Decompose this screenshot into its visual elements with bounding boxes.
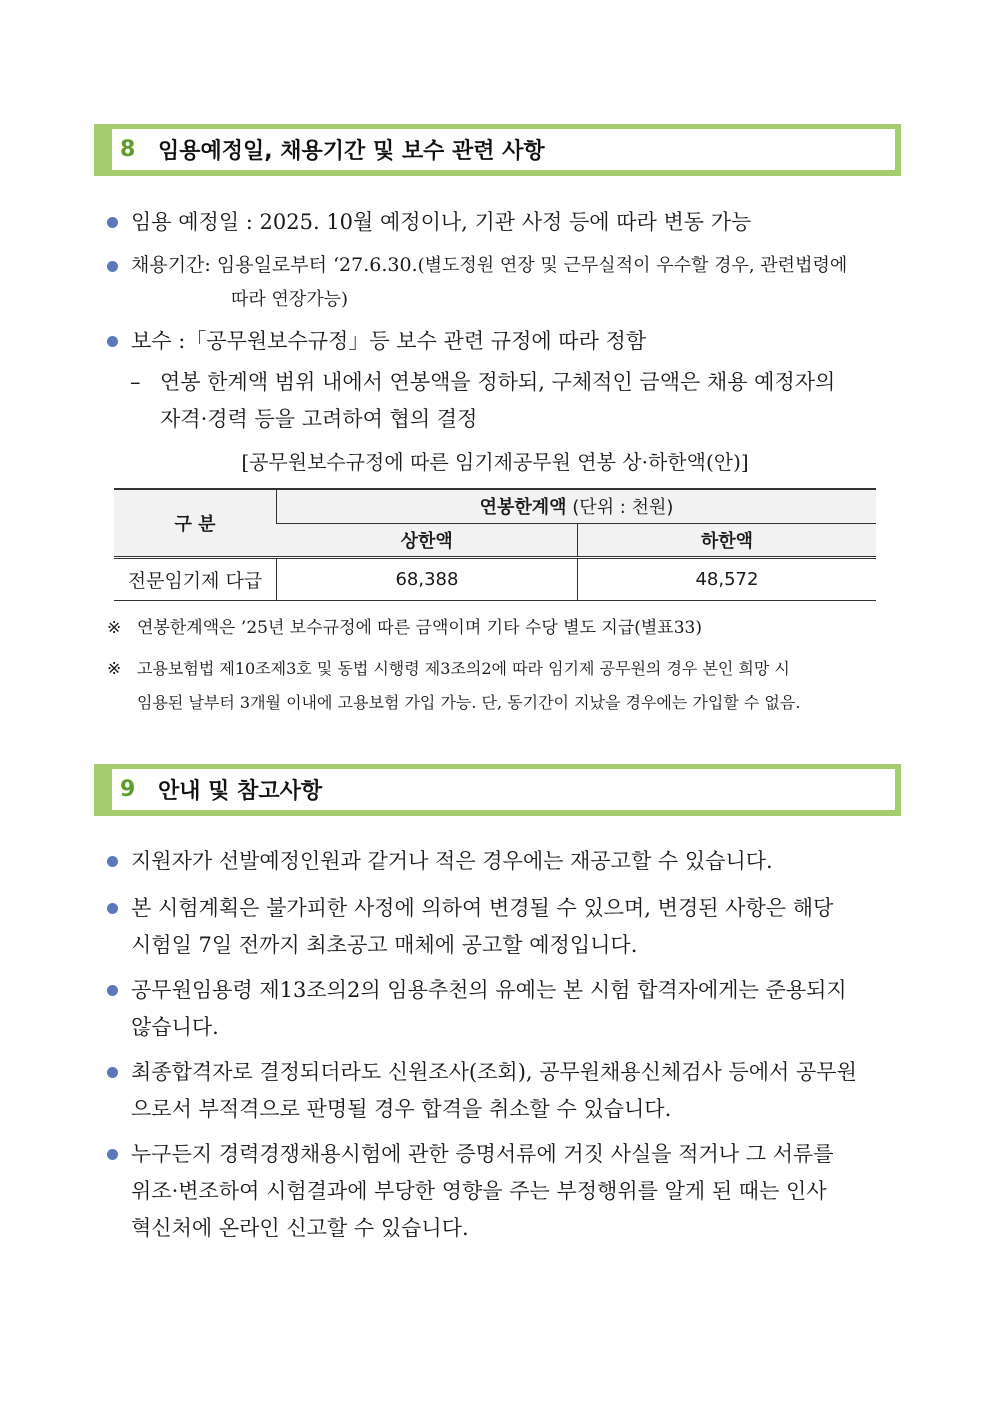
pay-detail: [130, 364, 900, 438]
note-insurance-line2: 임용된 날부터 3개월 이내에 고용보험 가입 가능. 단, 동기간이 지났을 경우에는 가입할 수 없음.: [137, 693, 801, 712]
bullet-employment-period: [107, 248, 902, 317]
bullet-deferral: [107, 972, 902, 1046]
bullet-icon: [107, 217, 118, 228]
disqualification-line1: 최종합격자로 결정되더라도 신원조사(조회), 공무원채용신체검사 등에서 공무원: [131, 1060, 857, 1084]
pay-text: 보수 :「공무원보수규정」등 보수 관련 규정에 따라 정함: [131, 329, 647, 353]
note-mark: ※: [107, 618, 122, 638]
period-label: 채용기간: 임용일로부터 ‘27.6.30.: [131, 254, 418, 276]
bullet-icon: [107, 1067, 118, 1078]
report-line1: 누구든지 경력경쟁채용시험에 관한 증명서류에 거짓 사실을 적거나 그 서류를: [131, 1142, 834, 1166]
bullet-report: [107, 1136, 902, 1247]
table-row: [114, 557, 876, 600]
row-lower: 48,572: [577, 557, 876, 600]
period-note: (별도정원 연장 및 근무실적이 우수할 경우, 관련법령에: [417, 255, 848, 276]
report-line3: 혁신처에 온라인 신고할 수 있습니다.: [131, 1216, 469, 1240]
section-9-title: 안내 및 참고사항: [158, 779, 323, 804]
deferral-line1: 공무원임용령 제13조의2의 임용추천의 유예는 본 시험 합격자에게는 준용되지: [131, 978, 847, 1002]
row-upper: 68,388: [277, 557, 578, 600]
section-9-number: 9: [120, 777, 136, 802]
header-category: 구 분: [114, 489, 277, 557]
disqualification-line2: 으로서 부적격으로 판명될 경우 합격을 취소할 수 있습니다.: [131, 1097, 672, 1121]
note-mark: ※: [107, 659, 122, 679]
salary-table: [114, 488, 876, 601]
note-salary: [107, 612, 902, 645]
pay-detail-line2: 자격·경력 등을 고려하여 협의 결정: [160, 407, 478, 431]
bullet-icon: [107, 261, 118, 272]
bullet-icon: [107, 985, 118, 996]
dash-icon: –: [130, 370, 141, 394]
pay-detail-line1: 연봉 한계액 범위 내에서 연봉액을 정하되, 구체적인 금액은 채용 예정자의: [160, 370, 836, 394]
start-date-text: 임용 예정일 : 2025. 10월 예정이나, 기관 사정 등에 따라 변동 가능: [131, 210, 752, 234]
deferral-line2: 않습니다.: [131, 1015, 219, 1039]
bullet-plan-change: [107, 890, 902, 964]
note-salary-text: 연봉한계액은 ’25년 보수규정에 따른 금액이며 기타 수당 별도 지급(별표33): [137, 618, 702, 638]
table-caption: [공무원보수규정에 따른 임기제공무원 연봉 상·하한액(안)]: [241, 450, 749, 474]
header-salary-limit-label: 연봉한계액: [479, 497, 567, 519]
bullet-start-date: [107, 204, 902, 241]
header-unit: (단위 : 천원): [572, 497, 674, 519]
header-upper: 상한액: [277, 523, 578, 557]
header-lower: 하한액: [577, 523, 876, 557]
period-note-continued: 따라 연장가능): [231, 289, 349, 310]
row-category: 전문임기제 다급: [114, 557, 277, 600]
report-line2: 위조·변조하여 시험결과에 부당한 영향을 주는 부정행위를 알게 된 때는 인사: [131, 1179, 827, 1203]
header-salary-limit: [277, 489, 877, 523]
bullet-disqualification: [107, 1054, 902, 1128]
section-8-number: 8: [120, 137, 136, 162]
bullet-pay: [107, 323, 902, 360]
bullet-reannounce: [107, 843, 902, 880]
section-9-header: [94, 764, 901, 816]
plan-change-line2: 시험일 7일 전까지 최초공고 매체에 공고할 예정입니다.: [131, 933, 638, 957]
bullet-icon: [107, 1149, 118, 1160]
plan-change-line1: 본 시험계획은 불가피한 사정에 의하여 변경될 수 있으며, 변경된 사항은 해당: [131, 896, 834, 920]
note-insurance: [107, 652, 902, 720]
section-8-title: 임용예정일, 채용기간 및 보수 관련 사항: [158, 139, 545, 164]
section-8-header: [94, 124, 901, 176]
bullet-icon: [107, 903, 118, 914]
bullet-icon: [107, 856, 118, 867]
bullet-icon: [107, 336, 118, 347]
reannounce-text: 지원자가 선발예정인원과 같거나 적은 경우에는 재공고할 수 있습니다.: [131, 849, 773, 873]
note-insurance-line1: 고용보험법 제10조제3호 및 동법 시행령 제3조의2에 따라 임기제 공무원의 경우 본인 희망 시: [137, 659, 790, 678]
